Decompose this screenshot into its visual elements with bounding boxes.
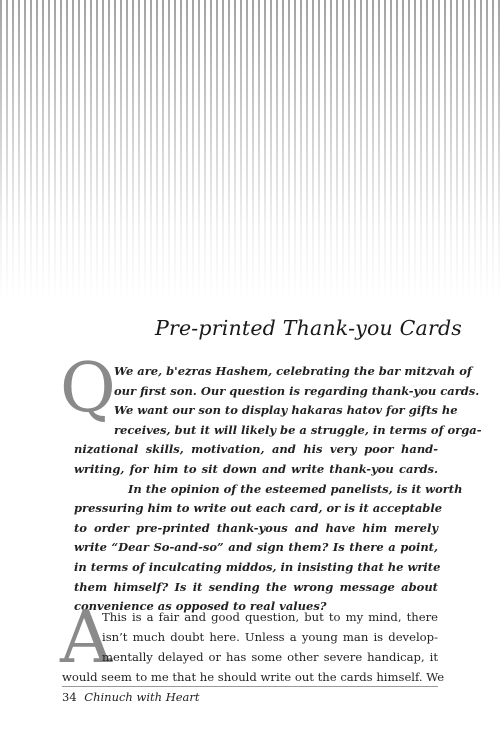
question-line: pressuring him to write out each card, or is it acceptable: [74, 501, 443, 516]
question-line: in terms of inculcating middos, in insisting that he write: [74, 559, 441, 574]
footer-divider: [62, 686, 438, 687]
answer-line: mentally delayed or has some other severe handicap, it: [102, 650, 438, 664]
question-line: We are, b'ezras Hashem, celebrating the bar mitzvah of: [114, 364, 472, 378]
question-line: them himself? Is it sending the wrong message about: [74, 579, 438, 594]
question-line: to order pre-printed thank-yous and have him merely: [74, 520, 438, 535]
question-line: convenience as opposed to real values?: [74, 599, 327, 614]
article-title: Pre-printed Thank-you Cards: [154, 316, 462, 340]
page-number: 34: [62, 690, 77, 704]
question-line: writing, for him to sit down and write thank-you cards.: [74, 461, 438, 476]
answer-line: isn’t much doubt here. Unless a young man is develop-: [102, 630, 438, 644]
answer-text: [62, 607, 445, 687]
answer-dropcap: A: [60, 595, 112, 679]
question-line: receives, but it will likely be a struggle, in terms of orga-: [114, 422, 482, 437]
question-line: our first son. Our question is regarding thank-you cards.: [114, 383, 480, 398]
question-line: We want our son to display hakaras hatov for gifts he: [114, 403, 458, 418]
decorative-stripe-header: [0, 0, 500, 300]
question-dropcap: Q: [60, 349, 116, 428]
question-line: In the opinion of the esteemed panelists, is it worth: [128, 481, 463, 496]
page-footer: [62, 690, 200, 704]
answer-line: would seem to me that he should write out the cards himself. We: [62, 670, 445, 684]
question-line: nizational skills, motivation, and his very poor hand-: [74, 442, 438, 457]
question-line: write “Dear So-and-so” and sign them? Is there a point,: [74, 540, 438, 555]
book-title: Chinuch with Heart: [84, 690, 200, 704]
answer-line: This is a fair and good question, but to my mind, there: [102, 610, 438, 624]
